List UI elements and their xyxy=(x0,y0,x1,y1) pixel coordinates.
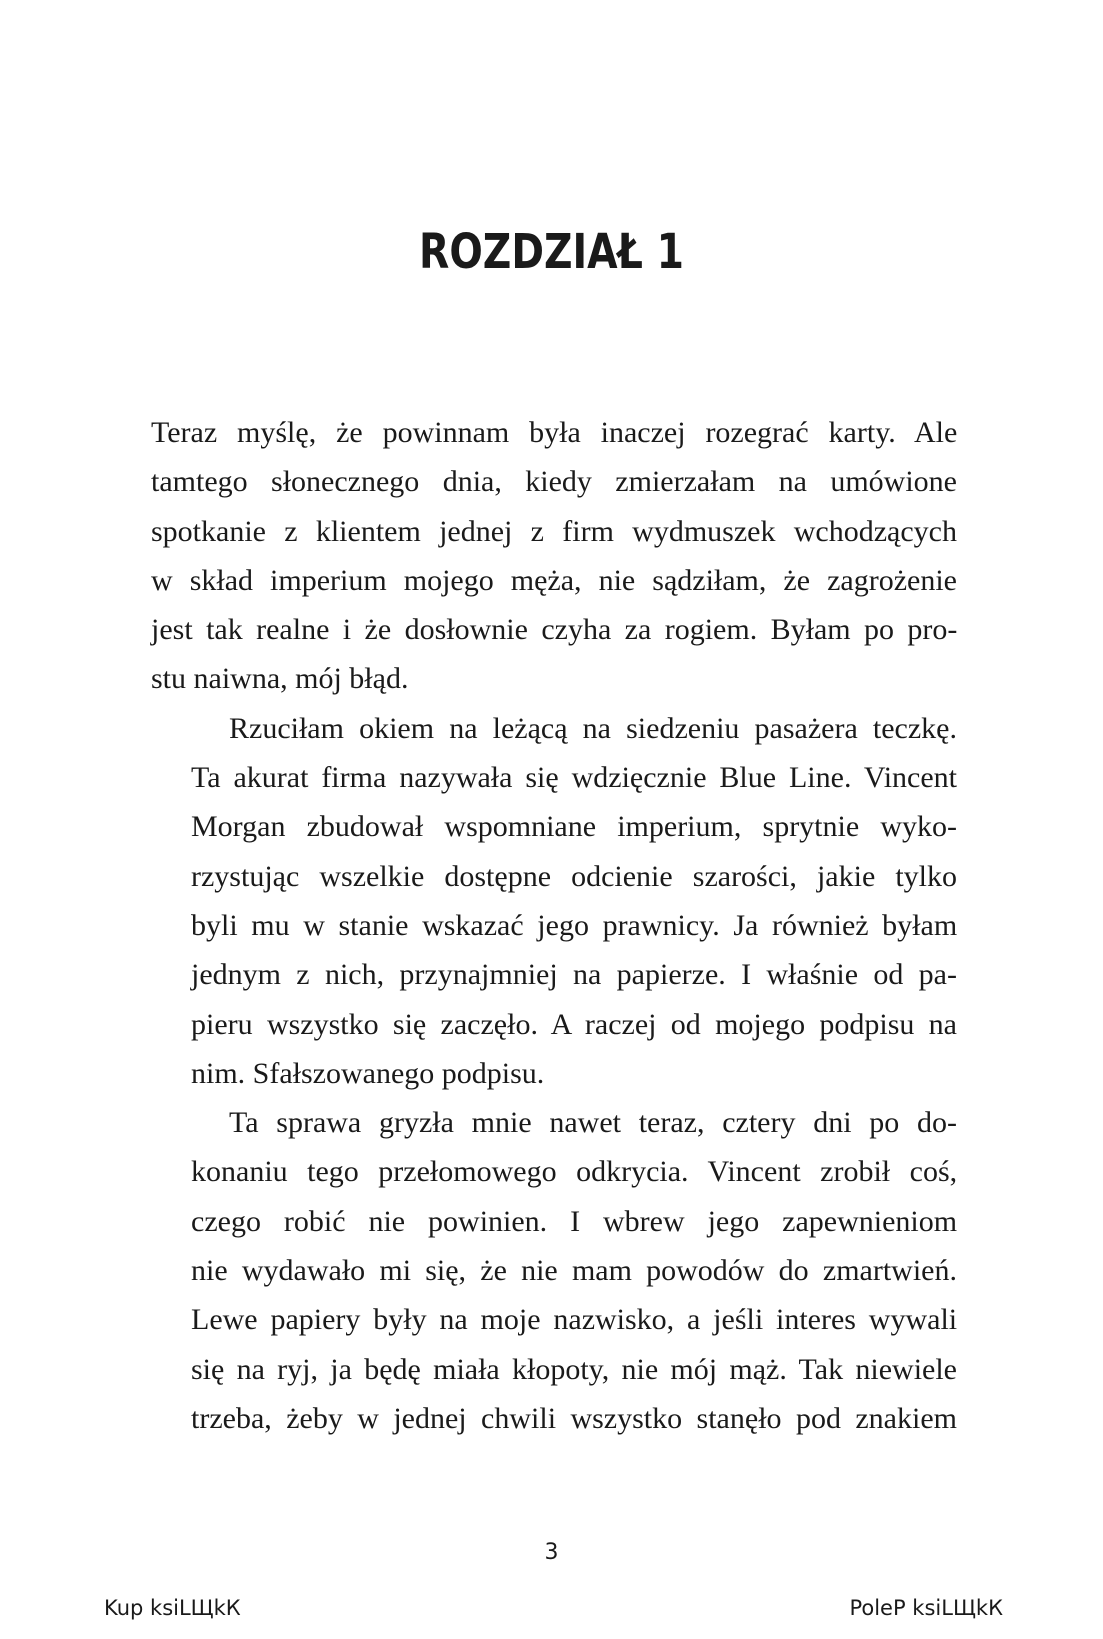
text-line: jest tak realne i że dosłownie czyha za rogiem. Byłam po pro- xyxy=(151,613,958,647)
text-line: czego robić nie powinien. I wbrew jego zapewnieniom xyxy=(191,1204,958,1238)
text-line: trzeba, żeby w jednej chwili wszystko stanęło pod znakiem xyxy=(191,1401,957,1435)
text-line: się na ryj, ja będę miała kłopoty, nie mój mąż. Tak niewiele xyxy=(191,1352,957,1386)
text-line: Lewe papiery były na moje nazwisko, a jeśli interes wywali xyxy=(191,1303,958,1337)
text-line: Rzuciłam okiem na leżącą na siedzeniu pasażera teczkę. xyxy=(229,711,957,745)
text-line: stu naiwna, mój błąd. xyxy=(151,662,409,696)
text-line: Ta sprawa gryzła mnie nawet teraz, cztery dni po do- xyxy=(229,1106,957,1140)
text-line: Morgan zbudował wspomniane imperium, sprytnie wyko- xyxy=(191,810,957,844)
text-line: nim. Sfałszowanego podpisu. xyxy=(191,1056,545,1090)
chapter-title: ROZDZIAŁ 1 xyxy=(419,224,684,280)
text-line: spotkanie z klientem jednej z firm wydmuszek wchodzących xyxy=(151,514,957,548)
text-line: byli mu w stanie wskazać jego prawnicy. Ja również byłam xyxy=(191,908,958,942)
paragraph xyxy=(151,1098,957,1443)
text-line: konaniu tego przełomowego odkrycia. Vincent zrobił coś, xyxy=(191,1155,958,1189)
text-line: nie wydawało mi się, że nie mam powodów do zmartwień. xyxy=(191,1254,957,1288)
body-text xyxy=(151,408,957,1443)
text-line: rzystując wszelkie dostępne odcienie szarości, jakie tylko xyxy=(191,859,957,893)
text-line: tamtego słonecznego dnia, kiedy zmierzałam na umówione xyxy=(151,465,957,499)
page-number: 3 xyxy=(544,1540,559,1565)
text-line: Ta akurat firma nazywała się wdzięcznie Blue Line. Vincent xyxy=(191,761,957,795)
text-line: pieru wszystko się zaczęło. A raczej od mojego podpisu na xyxy=(191,1007,957,1041)
paragraph xyxy=(151,408,957,704)
recommend-book-link[interactable]: PoleР ksiLЩkК xyxy=(849,1596,1003,1620)
buy-book-link[interactable]: Kup ksiLЩkК xyxy=(104,1596,241,1620)
text-line: w skład imperium mojego męża, nie sądziłam, że zagrożenie xyxy=(151,563,957,597)
text-line: jednym z nich, przynajmniej na papierze. I właśnie od pa- xyxy=(191,958,957,992)
text-line: Teraz myślę, że powinnam była inaczej rozegrać karty. Ale xyxy=(151,416,958,449)
paragraph xyxy=(151,704,957,1098)
